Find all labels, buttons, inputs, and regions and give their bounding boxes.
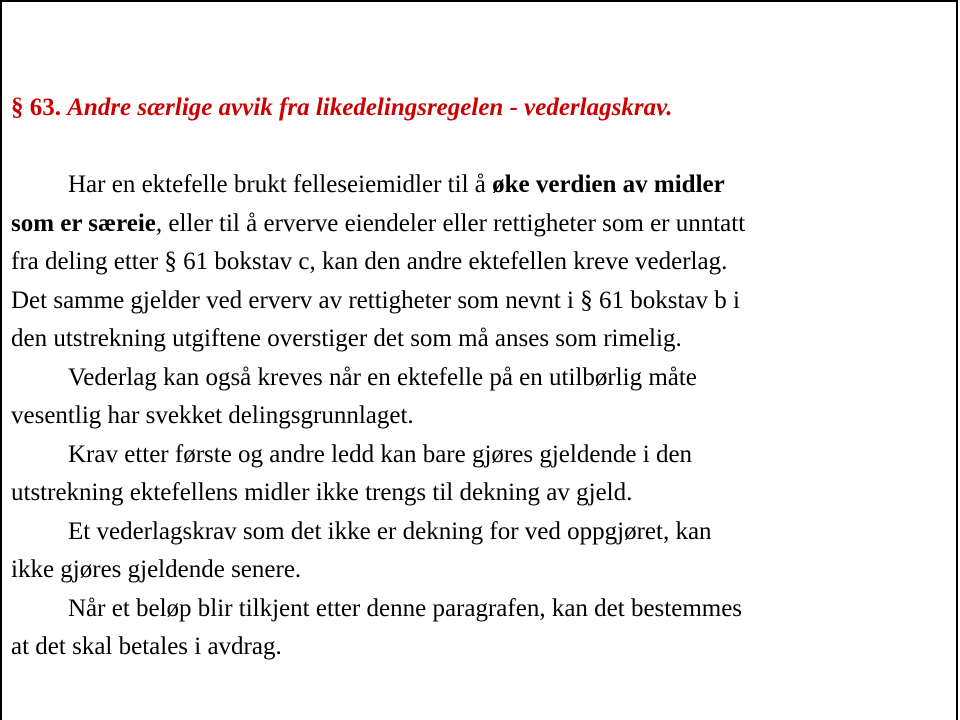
- section-title: Andre særlige avvik fra likedelingsregelen - vederlagskrav.: [67, 94, 673, 121]
- paragraph-1-line-4: Det samme gjelder ved erverv av rettigheter som nevnt i § 61 bokstav b i: [11, 286, 740, 314]
- paragraph-4-line-1: Et vederlagskrav som det ikke er dekning for ved oppgjøret, kan: [68, 517, 712, 545]
- bold-phrase: som er særeie: [11, 209, 156, 237]
- paragraph-4-line-2: ikke gjøres gjeldende senere.: [11, 556, 302, 583]
- paragraph-2-line-2: vesentlig har svekket delingsgrunnlaget.: [11, 402, 414, 429]
- paragraph-1-line-3: fra deling etter § 61 bokstav c, kan den andre ektefellen kreve vederlag.: [11, 248, 728, 275]
- paragraph-3-line-2: utstrekning ektefellens midler ikke trengs til dekning av gjeld.: [11, 479, 633, 506]
- paragraph-2-line-1: Vederlag kan også kreves når en ektefelle på en utilbørlig måte: [68, 363, 697, 391]
- paragraph-5-line-1: Når et beløp blir tilkjent etter denne paragrafen, kan det bestemmes: [68, 594, 743, 622]
- paragraph-1-line-2: som er særeie, eller til å erverve eiendeler eller rettigheter som er unntatt: [11, 209, 746, 237]
- paragraph-1-line-5: den utstrekning utgiftene overstiger det som må anses som rimelig.: [11, 325, 682, 352]
- section-number: § 63.: [11, 94, 61, 121]
- bold-phrase: øke verdien av midler: [492, 171, 725, 198]
- paragraph-3-line-1: Krav etter første og andre ledd kan bare gjøres gjeldende i den: [68, 440, 693, 468]
- paragraph-1-line-1: Har en ektefelle brukt felleseiemidler til å øke verdien av midler: [68, 171, 725, 198]
- paragraph-5-line-2: at det skal betales i avdrag.: [11, 633, 282, 660]
- section-heading: [11, 93, 673, 123]
- section-body: [11, 166, 956, 667]
